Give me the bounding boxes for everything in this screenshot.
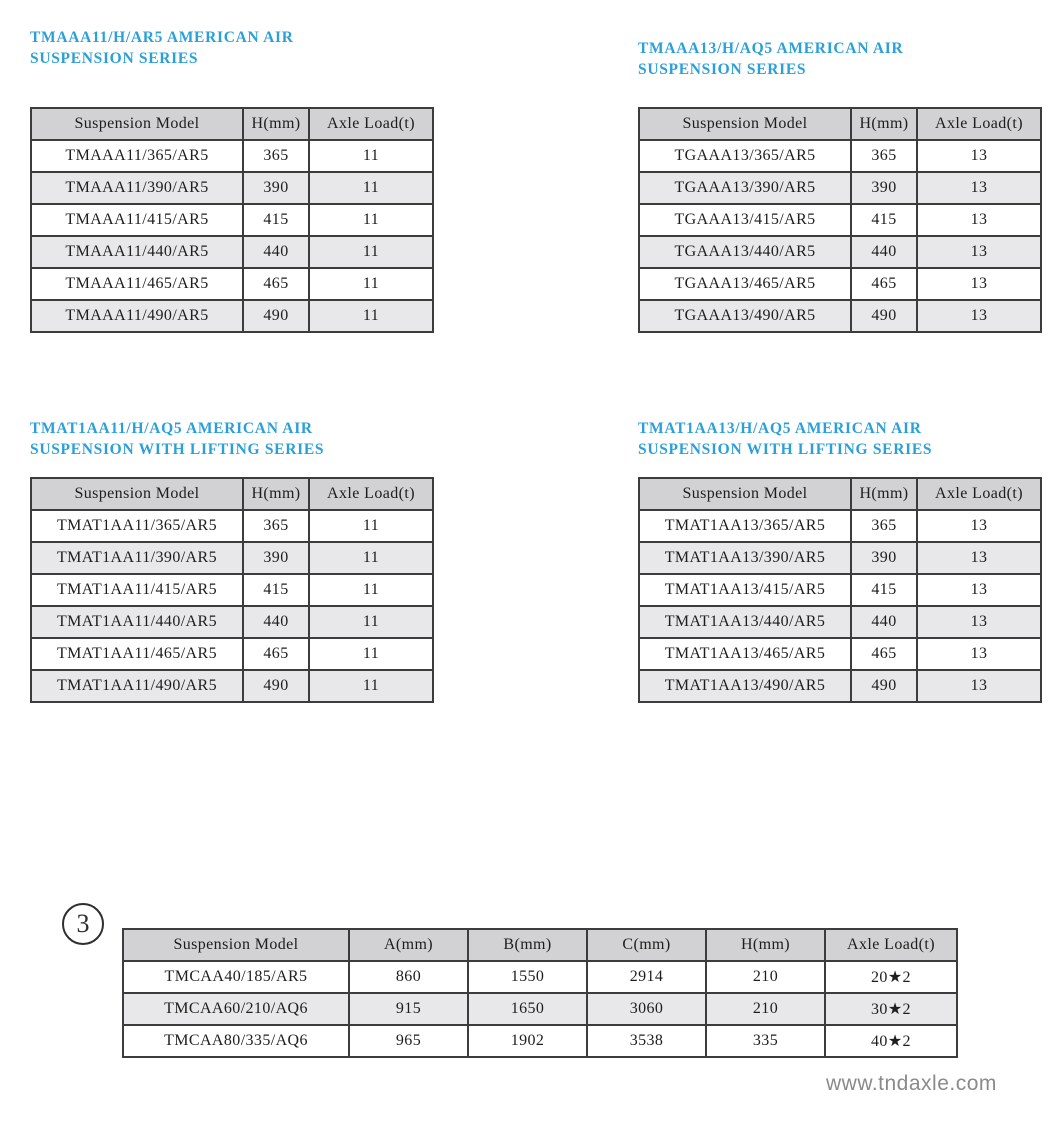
table-row — [123, 993, 957, 1025]
table-cell: 335 — [706, 1025, 825, 1057]
table-cell: 11 — [309, 236, 433, 268]
section-number-badge — [62, 903, 104, 945]
table-title-line1: TMAT1AA11/H/AQ5 AMERICAN AIR — [30, 420, 313, 437]
table-title-line2: SUSPENSION SERIES — [30, 50, 199, 67]
table-cell: 11 — [309, 300, 433, 332]
table-cell: 390 — [851, 542, 917, 574]
table-cell: TGAAA13/440/AR5 — [639, 236, 851, 268]
table-cell: 13 — [917, 268, 1041, 300]
table-cell: 3538 — [587, 1025, 706, 1057]
table-row — [123, 961, 957, 993]
table-cell: 415 — [243, 574, 309, 606]
table-cell: 1650 — [468, 993, 587, 1025]
table-cell: TMAT1AA13/365/AR5 — [639, 510, 851, 542]
section-tmaaa13 — [638, 38, 1042, 333]
spec-table-tmat1aa11 — [30, 477, 434, 703]
table-row — [639, 606, 1041, 638]
table-row — [31, 510, 433, 542]
table-row — [31, 172, 433, 204]
table-title-line2: SUSPENSION WITH LIFTING SERIES — [30, 441, 325, 458]
table-cell: TMAAA11/415/AR5 — [31, 204, 243, 236]
table-cell: TGAAA13/365/AR5 — [639, 140, 851, 172]
column-header: H(mm) — [851, 108, 917, 140]
table-cell: TMAAA11/440/AR5 — [31, 236, 243, 268]
column-header: A(mm) — [349, 929, 468, 961]
table-cell: 465 — [243, 638, 309, 670]
table-title — [638, 38, 1042, 80]
column-header: Suspension Model — [639, 108, 851, 140]
table-title-line1: TMAAA11/H/AR5 AMERICAN AIR — [30, 29, 294, 46]
table-title-line1: TMAAA13/H/AQ5 AMERICAN AIR — [638, 40, 904, 57]
table-cell: 1550 — [468, 961, 587, 993]
table-cell: 3060 — [587, 993, 706, 1025]
table-cell: 13 — [917, 606, 1041, 638]
spec-table-tmat1aa13 — [638, 477, 1042, 703]
table-cell: 11 — [309, 204, 433, 236]
table-cell: TMAT1AA11/415/AR5 — [31, 574, 243, 606]
table-cell: 13 — [917, 638, 1041, 670]
table-cell: 11 — [309, 638, 433, 670]
table-cell: TMAAA11/365/AR5 — [31, 140, 243, 172]
table-cell: 415 — [851, 204, 917, 236]
table-title — [638, 418, 1042, 460]
table-cell: 13 — [917, 300, 1041, 332]
table-cell: TGAAA13/415/AR5 — [639, 204, 851, 236]
table-cell: 30★2 — [825, 993, 957, 1025]
table-title-line2: SUSPENSION WITH LIFTING SERIES — [638, 441, 933, 458]
table-cell: 365 — [243, 140, 309, 172]
table-cell: TMCAA40/185/AR5 — [123, 961, 349, 993]
table-cell: TMAT1AA13/390/AR5 — [639, 542, 851, 574]
table-cell: 40★2 — [825, 1025, 957, 1057]
table-cell: 13 — [917, 140, 1041, 172]
column-header: B(mm) — [468, 929, 587, 961]
spacer — [30, 460, 434, 477]
table-cell: 490 — [851, 300, 917, 332]
table-row — [639, 638, 1041, 670]
column-header: H(mm) — [243, 108, 309, 140]
column-header: Axle Load(t) — [917, 478, 1041, 510]
spacer — [638, 80, 1042, 107]
table-row — [31, 638, 433, 670]
header-row — [31, 108, 433, 140]
table-cell: 465 — [243, 268, 309, 300]
table-row — [639, 172, 1041, 204]
table-cell: 210 — [706, 961, 825, 993]
table-cell: 13 — [917, 574, 1041, 606]
table-cell: TMAT1AA11/390/AR5 — [31, 542, 243, 574]
table-cell: TMAT1AA13/415/AR5 — [639, 574, 851, 606]
header-row — [31, 478, 433, 510]
table-cell: TMCAA60/210/AQ6 — [123, 993, 349, 1025]
table-cell: 440 — [243, 606, 309, 638]
table-cell: 13 — [917, 542, 1041, 574]
section-tmat1aa11 — [30, 418, 434, 703]
table-cell: 915 — [349, 993, 468, 1025]
column-header: Axle Load(t) — [309, 108, 433, 140]
website-url: www.tndaxle.com — [826, 1072, 997, 1095]
column-header: Suspension Model — [639, 478, 851, 510]
table-title — [30, 418, 434, 460]
table-row — [639, 542, 1041, 574]
table-row — [31, 236, 433, 268]
table-cell: 490 — [243, 300, 309, 332]
table-row — [31, 542, 433, 574]
column-header: Suspension Model — [31, 478, 243, 510]
table-cell: 11 — [309, 574, 433, 606]
table-cell: TMAT1AA11/465/AR5 — [31, 638, 243, 670]
table-cell: TGAAA13/390/AR5 — [639, 172, 851, 204]
table-row — [639, 670, 1041, 702]
table-cell: 2914 — [587, 961, 706, 993]
table-cell: TGAAA13/465/AR5 — [639, 268, 851, 300]
table-row — [639, 204, 1041, 236]
table-cell: 440 — [851, 606, 917, 638]
table-row — [639, 268, 1041, 300]
table-cell: 365 — [243, 510, 309, 542]
table-row — [31, 204, 433, 236]
table-row — [639, 300, 1041, 332]
table-cell: 440 — [851, 236, 917, 268]
spec-table-tmcaa — [122, 928, 958, 1058]
table-cell: 415 — [851, 574, 917, 606]
spec-table-tmaaa11 — [30, 107, 434, 333]
column-header: Suspension Model — [31, 108, 243, 140]
table-row — [31, 606, 433, 638]
table-cell: 13 — [917, 510, 1041, 542]
table-cell: 20★2 — [825, 961, 957, 993]
table-row — [31, 670, 433, 702]
table-title-line1: TMAT1AA13/H/AQ5 AMERICAN AIR — [638, 420, 922, 437]
table-cell: 465 — [851, 638, 917, 670]
section-number: 3 — [76, 909, 90, 938]
section-tmat1aa13 — [638, 418, 1042, 703]
table-cell: 11 — [309, 670, 433, 702]
table-row — [31, 300, 433, 332]
table-cell: 965 — [349, 1025, 468, 1057]
table-cell: TMAT1AA11/440/AR5 — [31, 606, 243, 638]
table-cell: TMAAA11/490/AR5 — [31, 300, 243, 332]
table-cell: TMAAA11/390/AR5 — [31, 172, 243, 204]
table-cell: TMAT1AA13/440/AR5 — [639, 606, 851, 638]
spacer — [30, 69, 434, 107]
table-cell: TMAAA11/465/AR5 — [31, 268, 243, 300]
section-tmaaa11 — [30, 27, 434, 333]
section-tmcaa — [122, 928, 958, 1058]
column-header: C(mm) — [587, 929, 706, 961]
header-row — [639, 478, 1041, 510]
table-cell: 11 — [309, 140, 433, 172]
table-row — [639, 236, 1041, 268]
table-row — [639, 140, 1041, 172]
table-title — [30, 27, 434, 69]
table-cell: TMAT1AA13/465/AR5 — [639, 638, 851, 670]
column-header: Axle Load(t) — [309, 478, 433, 510]
column-header: H(mm) — [851, 478, 917, 510]
table-row — [123, 1025, 957, 1057]
table-cell: 390 — [243, 542, 309, 574]
table-cell: 365 — [851, 510, 917, 542]
table-row — [639, 510, 1041, 542]
table-cell: 11 — [309, 172, 433, 204]
table-row — [639, 574, 1041, 606]
table-cell: 11 — [309, 542, 433, 574]
table-cell: TGAAA13/490/AR5 — [639, 300, 851, 332]
table-cell: TMAT1AA11/490/AR5 — [31, 670, 243, 702]
column-header: H(mm) — [706, 929, 825, 961]
table-row — [31, 268, 433, 300]
header-row — [123, 929, 957, 961]
table-cell: 390 — [851, 172, 917, 204]
table-cell: 415 — [243, 204, 309, 236]
table-cell: 13 — [917, 236, 1041, 268]
spec-table-tmaaa13 — [638, 107, 1042, 333]
table-cell: 11 — [309, 606, 433, 638]
table-cell: 13 — [917, 204, 1041, 236]
table-cell: 13 — [917, 172, 1041, 204]
table-cell: 490 — [851, 670, 917, 702]
table-cell: TMCAA80/335/AQ6 — [123, 1025, 349, 1057]
table-cell: 365 — [851, 140, 917, 172]
table-cell: 11 — [309, 268, 433, 300]
table-cell: TMAT1AA13/490/AR5 — [639, 670, 851, 702]
table-cell: 390 — [243, 172, 309, 204]
table-cell: 11 — [309, 510, 433, 542]
table-title-line2: SUSPENSION SERIES — [638, 61, 807, 78]
table-cell: 13 — [917, 670, 1041, 702]
table-cell: 490 — [243, 670, 309, 702]
column-header: Suspension Model — [123, 929, 349, 961]
table-row — [31, 140, 433, 172]
table-cell: TMAT1AA11/365/AR5 — [31, 510, 243, 542]
table-cell: 1902 — [468, 1025, 587, 1057]
table-cell: 860 — [349, 961, 468, 993]
header-row — [639, 108, 1041, 140]
spacer — [638, 460, 1042, 477]
table-cell: 210 — [706, 993, 825, 1025]
table-cell: 440 — [243, 236, 309, 268]
table-row — [31, 574, 433, 606]
table-cell: 465 — [851, 268, 917, 300]
column-header: H(mm) — [243, 478, 309, 510]
column-header: Axle Load(t) — [825, 929, 957, 961]
column-header: Axle Load(t) — [917, 108, 1041, 140]
